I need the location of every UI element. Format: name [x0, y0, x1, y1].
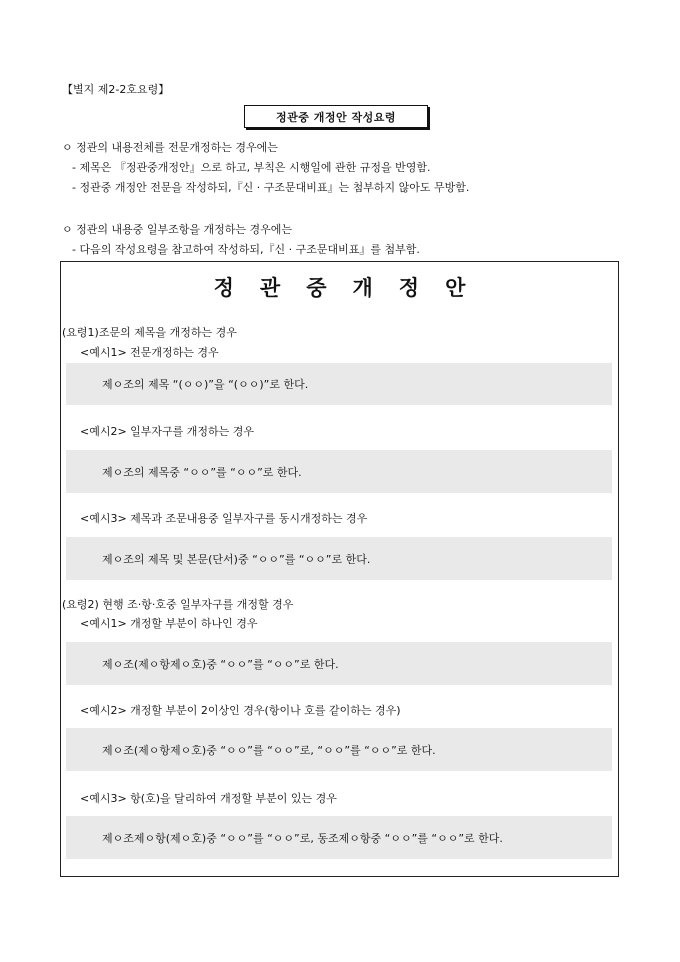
req1-example2-text: 제ㅇ조의 제목중 “ㅇㅇ”를 “ㅇㅇ”로 한다.	[66, 450, 612, 493]
req2-example3-text: 제ㅇ조제ㅇ항(제ㅇ호)중 “ㅇㅇ”를 “ㅇㅇ”로, 동조제ㅇ항중 “ㅇㅇ”를 “ㅇㅇ”로 한다.	[66, 816, 612, 859]
req2-example1-label: <예시1> 개정할 부분이 하나인 경우	[80, 617, 258, 630]
req1-example3-text: 제ㅇ조의 제목 및 본문(단서)중 “ㅇㅇ”를 “ㅇㅇ”로 한다.	[66, 537, 612, 580]
section1-item-2: - 정관중 개정안 전문을 작성하되,『신 · 구조문대비표』는 첨부하지 않아도 무방함.	[72, 181, 470, 194]
req2-example2-label: <예시2> 개정할 부분이 2이상인 경우(항이나 호를 같이하는 경우)	[80, 704, 401, 717]
req1-example3-label: <예시3> 제목과 조문내용중 일부자구를 동시개정하는 경우	[80, 512, 368, 525]
section2-item-1: - 다음의 작성요령을 참고하여 작성하되,『신 · 구조문대비표』를 첨부함.	[72, 243, 420, 256]
req2-example2-text: 제ㅇ조(제ㅇ항제ㅇ호)중 “ㅇㅇ”를 “ㅇㅇ”로, “ㅇㅇ”를 “ㅇㅇ”로 한다.	[66, 728, 612, 771]
req2-example3-label: <예시3> 항(호)을 달리하여 개정할 부분이 있는 경우	[80, 792, 337, 805]
annex-label: 【별지 제2-2호요령】	[62, 83, 170, 96]
req1-label: (요령1)조문의 제목을 개정하는 경우	[62, 326, 237, 339]
amendment-box	[60, 261, 619, 877]
amendment-box-title: 정관중개정안	[213, 275, 492, 300]
section1-bullet: ㅇ 정관의 내용전체를 전문개정하는 경우에는	[62, 141, 278, 154]
req1-example1-label: <예시1> 전문개정하는 경우	[80, 346, 219, 359]
req1-example2-label: <예시2> 일부자구를 개정하는 경우	[80, 425, 255, 438]
req2-example1-text: 제ㅇ조(제ㅇ항제ㅇ호)중 “ㅇㅇ”를 “ㅇㅇ”로 한다.	[66, 642, 612, 685]
req2-label: (요령2) 현행 조·항·호중 일부자구를 개정할 경우	[62, 598, 294, 611]
req1-example1-text: 제ㅇ조의 제목 “(ㅇㅇ)”을 “(ㅇㅇ)”로 한다.	[66, 363, 612, 405]
section2-bullet: ㅇ 정관의 내용중 일부조항을 개정하는 경우에는	[62, 223, 293, 236]
section1-item-1: - 제목은 『정관중개정안』으로 하고, 부칙은 시행일에 관한 규정을 반영함.	[72, 161, 431, 174]
document-title-box	[244, 105, 428, 128]
document-title: 정관중 개정안 작성요령	[276, 110, 396, 124]
